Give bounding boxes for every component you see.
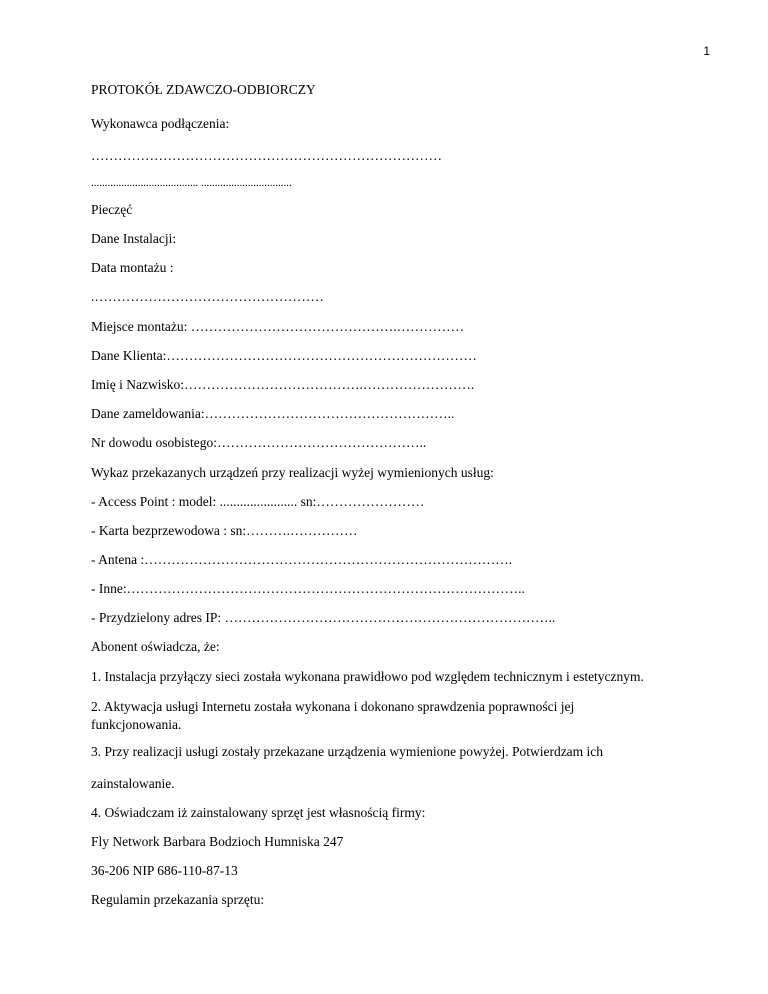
client-data-field: Dane Klienta:…………………………………………………………… — [91, 348, 477, 363]
installation-data-label: Dane Instalacji: — [91, 231, 177, 246]
company-name-address: Fly Network Barbara Bodzioch Humniska 247 — [91, 834, 344, 849]
installation-date-dotted-line: .…………………………………………… — [91, 289, 324, 304]
wireless-card-field: - Karta bezprzewodowa : sn:……….…………… — [91, 523, 358, 538]
page-number: 1 — [703, 44, 710, 58]
id-card-number-field: Nr dowodu osobistego:……………………………………….. — [91, 435, 427, 450]
declaration-item-2: 2. Aktywacja usługi Internetu została wykonana i dokonano sprawdzenia poprawności jej funkcjonowania. — [91, 699, 575, 732]
registered-address-field: Dane zameldowania:……………………………………………….. — [91, 406, 455, 421]
full-name-field: Imię i Nazwisko:………………………………….……………………. — [91, 377, 475, 392]
contractor-dotted-line-2: ....................................... ................................. — [91, 177, 292, 189]
ip-address-field: - Przydzielony adres IP: ……………………………………………………………….. — [91, 610, 556, 625]
equipment-terms-heading: Regulamin przekazania sprzętu: — [91, 892, 265, 907]
declaration-item-3: 3. Przy realizacji usługi zostały przekazane urządzenia wymienione powyżej. Potwierdzam ich — [91, 744, 604, 759]
access-point-field: - Access Point : model: ....................... sn:…………………… — [91, 494, 425, 509]
document-title: PROTOKÓŁ ZDAWCZO-ODBIORCZY — [91, 82, 316, 97]
company-postcode-nip: 36-206 NIP 686-110-87-13 — [91, 863, 238, 878]
installation-date-label: Data montażu : — [91, 260, 174, 275]
subscriber-declaration-heading: Abonent oświadcza, że: — [91, 639, 220, 654]
stamp-label: Pieczęć — [91, 202, 133, 217]
declaration-item-4: 4. Oświadczam iż zainstalowany sprzęt jest własnością firmy: — [91, 805, 426, 820]
contractor-dotted-line-1: …………………………………………………………………… — [91, 148, 442, 163]
devices-list-heading: Wykaz przekazanych urządzeń przy realizacji wyżej wymienionych usług: — [91, 465, 494, 480]
other-devices-field: - Inne:…………………………………………………………………………….. — [91, 581, 525, 596]
declaration-item-3-continued: zainstalowanie. — [91, 776, 175, 791]
antenna-field: - Antena :………………………………………………………………………. — [91, 552, 513, 567]
installation-place-field: Miejsce montażu: ……………………………………….…………… — [91, 319, 465, 334]
declaration-item-1: 1. Instalacja przyłączy sieci została wykonana prawidłowo pod względem technicznym i estetycznym. — [91, 669, 644, 684]
contractor-label: Wykonawca podłączenia: — [91, 116, 230, 131]
